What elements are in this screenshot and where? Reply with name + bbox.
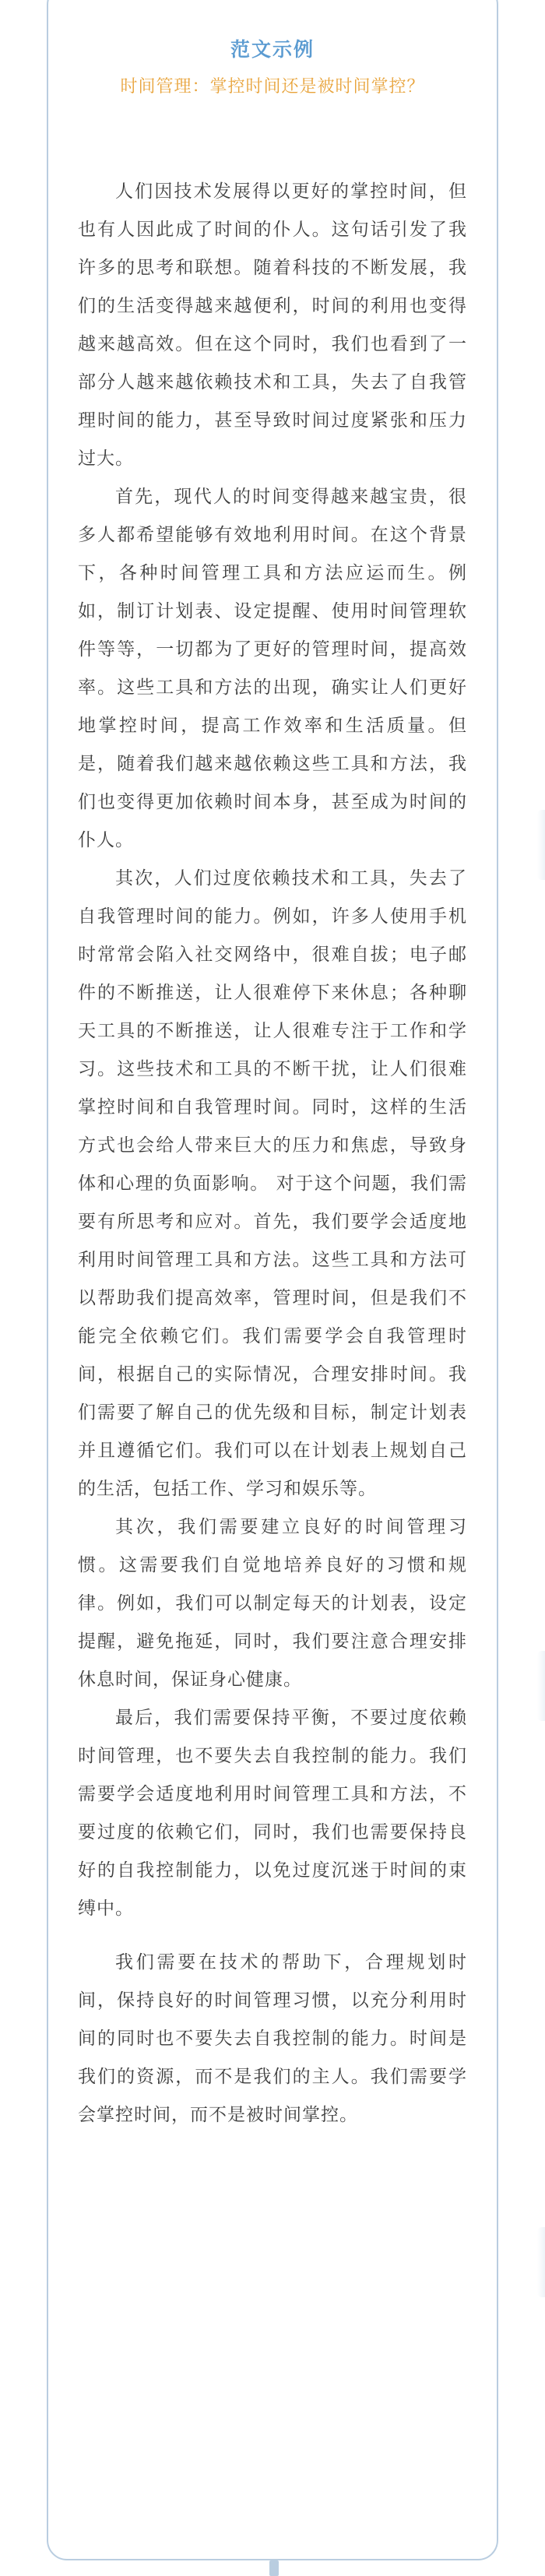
side-decoration [537, 810, 545, 880]
essay-subtitle: 时间管理：掌控时间还是被时间掌控？ [120, 77, 425, 97]
page-title: 范文示例 [230, 38, 315, 61]
essay-paragraph: 首先，现代人的时间变得越来越宝贵，很多人都希望能够有效地利用时间。在这个背景下，各种时间管理工具和方法应运而生。例如，制订计划表、设定提醒、使用时间管理软件等等，一切都为了更好的管理时间，提高效率。这些工具和方法的出现，确实让人们更好地掌控时间，提高工作效率和生活质量。但是，随着我们越来越依赖这些工具和方法，我们也变得更加依赖时间本身，甚至成为时间的仆人。 [78, 487, 467, 850]
essay-body [78, 173, 467, 2134]
side-decoration [537, 1651, 545, 1721]
essay-paragraph: 其次，我们需要建立良好的时间管理习惯。这需要我们自觉地培养良好的习惯和规律。例如，我们可以制定每天的计划表，设定提醒，避免拖延，同时，我们要注意合理安排休息时间，保证身心健康。 [78, 1517, 467, 1690]
essay-paragraph: 人们因技术发展得以更好的掌控时间，但也有人因此成了时间的仆人。这句话引发了我许多的思考和联想。随着科技的不断发展，我们的生活变得越来越便利，时间的利用也变得越来越高效。但在这个同时，我们也看到了一部分人越来越依赖技术和工具，失去了自我管理时间的能力，甚至导致时间过度紧张和压力过大。 [78, 181, 467, 469]
essay-paragraph: 最后，我们需要保持平衡，不要过度依赖时间管理，也不要失去自我控制的能力。我们需要学会适度地利用时间管理工具和方法，不要过度的依赖它们，同时，我们也需要保持良好的自我控制能力，以免过度沉迷于时间的束缚中。 [78, 1708, 467, 1919]
essay-paragraph: 我们需要在技术的帮助下，合理规划时间，保持良好的时间管理习惯，以充分利用时间的同时也不要失去自我控制的能力。时间是我们的资源，而不是我们的主人。我们需要学会掌控时间，而不是被时间掌控。 [78, 1952, 467, 2125]
side-decoration [537, 2227, 545, 2297]
essay-paragraph: 其次，人们过度依赖技术和工具，失去了自我管理时间的能力。例如，许多人使用手机时常常会陷入社交网络中，很难自拔；电子邮件的不断推送，让人很难停下来休息；各种聊天工具的不断推送，让人很难专注于工作和学习。这些技术和工具的不断干扰，让人们很难掌控时间和自我管理时间。同时，这样的生活方式也会给人带来巨大的压力和焦虑，导致身体和心理的负面影响。 对于这个问题，我们需要有所思考和应对。首先，我们要学会适度地利用时间管理工具和方法。这些工具和方法可以帮助我们提高效率，管理时间，但是我们不能完全依赖它们。我们需要学会自我管理时间，根据自己的实际情况，合理安排时间。我们需要了解自己的优先级和目标，制定计划表并且遵循它们。我们可以在计划表上规划自己的生活，包括工作、学习和娱乐等。 [78, 868, 467, 1499]
card-bottom-tab [269, 2560, 279, 2576]
